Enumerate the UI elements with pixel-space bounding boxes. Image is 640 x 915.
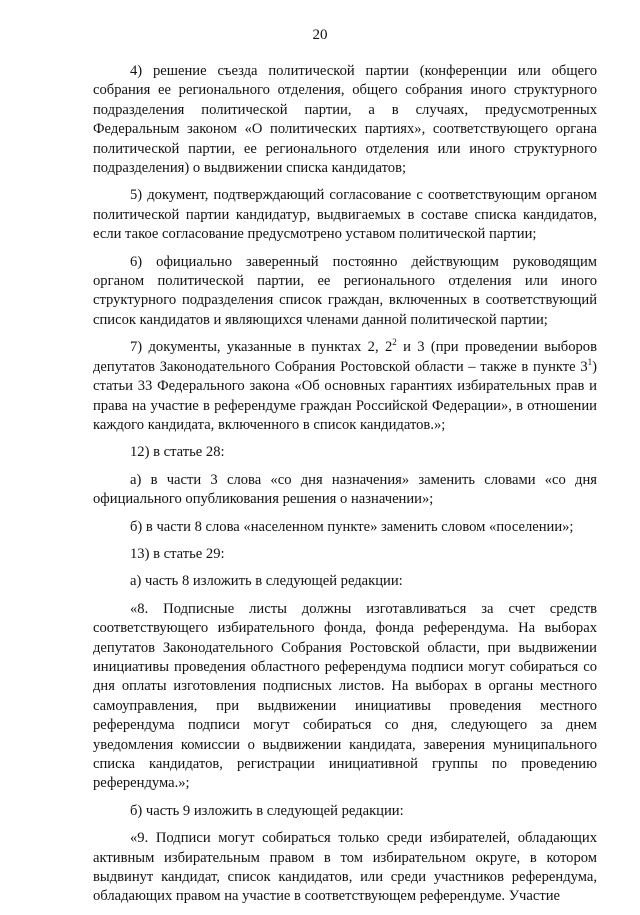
superscript-2: 2: [392, 337, 397, 348]
paragraph-article-28-a: а) в части 3 слова «со дня назначения» заменить словами «со дня официального опубликования решения о назначении»;: [93, 471, 597, 508]
page-number: 20: [312, 27, 328, 43]
paragraph-item-7-part-c: ) статьи 33 Федерального закона «Об основных гарантиях избирательных прав и права на участие в референдуме граждан Российской Федерации», в отношении каждого кандидата, включенного в список кандидатов.»;: [93, 358, 597, 433]
paragraph-item-5: 5) документ, подтверждающий согласование с соответствующим органом политической партии кандидатур, выдвигаемых в составе списка кандидатов, если такое согласование предусмотрено уставом политической партии;: [93, 187, 597, 243]
paragraph-item-7-part-a: 7) документы, указанные в пунктах 2, 2: [130, 339, 393, 356]
paragraph-item-7-part-b: и 3 (при проведении выборов депутатов Законодательного Собрания Ростовской области – также в пункте 3: [93, 339, 597, 375]
paragraph-article-29: 13) в статье 29:: [130, 545, 225, 562]
paragraph-part-8-text: «8. Подписные листы должны изготавливаться за счет средств соответствующего избирательного фонда, фонда референдума. На выборах депутатов Законодательного Собрания Ростовской области, при выдвижении инициативы проведения областного референдума подписи могут собираться со дня оплаты изготовления подписных листов. На выборах в органы местного самоуправления, при выдвижении инициативы проведения местного референдума подписи могут собираться со дня, следующего за днем уведомления комиссии о выдвижении кандидата, заверения муниципального списка кандидатов, регистрации инициативной группы по проведению референдума.»;: [93, 600, 597, 792]
paragraph-part-9-text: «9. Подписи могут собираться только среди избирателей, обладающих активным избирательным правом в том избирательном округе, в котором выдвинут кандидат, список кандидатов, или среди участников референдума, обладающих правом на участие в соответствующем референдуме. Участие: [93, 830, 597, 905]
paragraph-article-29-a: а) часть 8 изложить в следующей редакции:: [130, 573, 403, 590]
paragraph-article-28-b: б) в части 8 слова «населенном пункте» заменить словом «поселении»;: [130, 518, 574, 535]
paragraph-article-29-b: б) часть 9 изложить в следующей редакции:: [130, 802, 404, 819]
paragraph-item-4: 4) решение съезда политической партии (конференции или общего собрания ее регионального отделения, общего собрания иного структурного подразделения политической партии, а в случаях, предусмотренных Федеральным законом «О политических партиях», соответствующего органа политической партии, ее регионального отделения или иного структурного подразделения) о выдвижении списка кандидатов;: [93, 63, 597, 177]
paragraph-item-6: 6) официально заверенный постоянно действующим руководящим органом политической партии, ее регионального отделения или иного структурного подразделения список граждан, включенных в соответствующий список кандидатов и являющихся членами данной политической партии;: [93, 253, 597, 328]
superscript-1: 1: [587, 356, 593, 367]
paragraph-article-28: 12) в статье 28:: [130, 444, 225, 461]
page-body: [93, 62, 597, 915]
paragraph-item-7: [93, 338, 597, 435]
